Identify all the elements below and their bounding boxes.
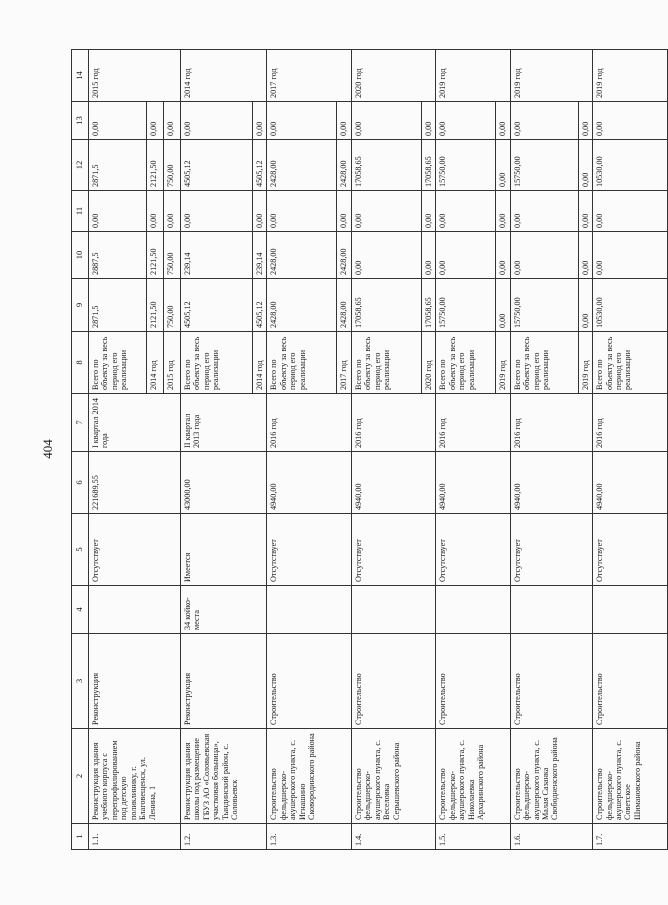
table-cell: 0,00 bbox=[267, 191, 337, 232]
table-cell: Строительство bbox=[593, 634, 668, 729]
investment-projects-table bbox=[71, 49, 668, 850]
table-cell: 0,00 bbox=[593, 102, 668, 140]
column-header: 6 bbox=[72, 452, 89, 514]
table-cell: Строительство bbox=[351, 634, 435, 729]
table-cell: 4940,00 bbox=[436, 452, 510, 514]
table-cell: 2428,00 bbox=[267, 279, 337, 332]
table-cell: 0,00 bbox=[337, 191, 351, 232]
table-cell: 2014 год bbox=[181, 50, 267, 102]
table-cell: 0,00 bbox=[593, 232, 668, 279]
table-cell: Строительство bbox=[510, 634, 592, 729]
table-cell: 0,00 bbox=[337, 102, 351, 140]
table-cell: 2019 год bbox=[496, 332, 510, 394]
table-cell: 0,00 bbox=[510, 191, 578, 232]
table-cell: 15750,00 bbox=[510, 140, 578, 191]
table-row bbox=[351, 50, 421, 850]
table-cell: Всего по объекту за весь период его реализации bbox=[181, 332, 253, 394]
column-header: 13 bbox=[72, 102, 89, 140]
table-header-row bbox=[72, 50, 89, 850]
table-cell: 0,00 bbox=[496, 140, 510, 191]
table-cell: 2016 год bbox=[510, 394, 592, 452]
table-cell: 15750,00 bbox=[436, 140, 496, 191]
table-cell: 10530,00 bbox=[593, 279, 668, 332]
table-cell: Отсутствует bbox=[436, 514, 510, 586]
column-header: 9 bbox=[72, 279, 89, 332]
table-cell: 0,00 bbox=[147, 191, 164, 232]
table-cell: 239,14 bbox=[253, 232, 267, 279]
table-row bbox=[510, 50, 578, 850]
table-cell: 0,00 bbox=[436, 232, 496, 279]
table-cell: Всего по объекту за весь период его реализации bbox=[89, 332, 147, 394]
table-cell bbox=[267, 586, 351, 634]
table-cell: 2121,50 bbox=[147, 232, 164, 279]
table-cell: 2887,5 bbox=[89, 232, 147, 279]
table-cell: Реконструкция bbox=[89, 634, 181, 729]
table-cell: 2020 год bbox=[351, 50, 435, 102]
table-cell: Строительство фельдшерско-акушерского пункта, с. Советское Шимановского района bbox=[593, 729, 668, 824]
table-cell: Строительство фельдшерско-акушерского пункта, с. Веселовка Серышевского района bbox=[351, 729, 435, 824]
table-cell: 4940,00 bbox=[351, 452, 435, 514]
table-cell bbox=[436, 586, 510, 634]
table-row bbox=[89, 50, 147, 850]
table-cell: 10530,00 bbox=[593, 140, 668, 191]
table-cell: 0,00 bbox=[578, 232, 592, 279]
table-cell: 0,00 bbox=[578, 102, 592, 140]
column-header: 3 bbox=[72, 634, 89, 729]
table-cell: 0,00 bbox=[496, 102, 510, 140]
table-cell: Имеется bbox=[181, 514, 267, 586]
table-cell: Отсутствует bbox=[593, 514, 668, 586]
table-cell: 4505,12 bbox=[253, 279, 267, 332]
table-cell: 2020 год bbox=[421, 332, 435, 394]
table-cell: 2016 год bbox=[436, 394, 510, 452]
table-cell: 1.4. bbox=[351, 824, 435, 850]
column-header: 7 bbox=[72, 394, 89, 452]
column-header: 1 bbox=[72, 824, 89, 850]
table-cell: I квартал 2014 года bbox=[89, 394, 181, 452]
table-cell: 0,00 bbox=[147, 102, 164, 140]
table-cell: 1.6. bbox=[510, 824, 592, 850]
column-header: 5 bbox=[72, 514, 89, 586]
table-cell: 2019 год bbox=[436, 50, 510, 102]
table-cell: Всего по объекту за весь период его реализации bbox=[593, 332, 668, 394]
table-cell: 0,00 bbox=[578, 191, 592, 232]
table-cell: 0,00 bbox=[436, 191, 496, 232]
column-header: 8 bbox=[72, 332, 89, 394]
table-cell: 2015 год bbox=[89, 50, 181, 102]
table-cell: 2871,5 bbox=[89, 279, 147, 332]
table-cell: 0,00 bbox=[496, 232, 510, 279]
table-cell: 0,00 bbox=[421, 191, 435, 232]
table-cell: 2017 год bbox=[267, 50, 351, 102]
table-cell bbox=[89, 586, 181, 634]
table-cell bbox=[510, 586, 592, 634]
table-cell: 4505,12 bbox=[181, 279, 253, 332]
table-row bbox=[267, 50, 337, 850]
table-cell: 17058,65 bbox=[421, 279, 435, 332]
table-cell: 2016 год bbox=[351, 394, 435, 452]
table-cell: 4940,00 bbox=[593, 452, 668, 514]
table-cell: 2016 год bbox=[593, 394, 668, 452]
table-cell: Всего по объекту за весь период его реализации bbox=[351, 332, 421, 394]
table-cell: 1.7. bbox=[593, 824, 668, 850]
table-cell: 2016 год bbox=[267, 394, 351, 452]
table-cell: 2428,00 bbox=[267, 140, 337, 191]
table-row bbox=[436, 50, 496, 850]
table-cell: 239,14 bbox=[181, 232, 253, 279]
table-cell: 17058,65 bbox=[351, 140, 421, 191]
table-cell: 0,00 bbox=[89, 102, 147, 140]
table-cell: Реконструкция здания учебного корпуса с перепрофилированием под детскую поликлинику, г. Благовещенск, ул. Ленина, 1 bbox=[89, 729, 181, 824]
table-cell: 17058,65 bbox=[351, 279, 421, 332]
table-cell: Всего по объекту за весь период его реализации bbox=[267, 332, 337, 394]
table-cell: 0,00 bbox=[578, 140, 592, 191]
table-cell: 4505,12 bbox=[181, 140, 253, 191]
table-cell: 0,00 bbox=[164, 191, 181, 232]
column-header: 10 bbox=[72, 232, 89, 279]
table-cell: 0,00 bbox=[496, 279, 510, 332]
table-cell: 43000,00 bbox=[181, 452, 267, 514]
column-header: 11 bbox=[72, 191, 89, 232]
column-header: 12 bbox=[72, 140, 89, 191]
column-header: 4 bbox=[72, 586, 89, 634]
table-cell: Строительство bbox=[267, 634, 351, 729]
table-cell: 0,00 bbox=[253, 191, 267, 232]
table-cell: Всего по объекту за весь период его реализации bbox=[510, 332, 578, 394]
table-cell: 2014 год bbox=[253, 332, 267, 394]
table-cell: 2014 год bbox=[147, 332, 164, 394]
table-cell: 2428,00 bbox=[337, 140, 351, 191]
table-cell: Реконструкция здания школы под размещение ГБУЗ АО «Соловьевская участковая больница», Тындинский район, с. Соловьевск bbox=[181, 729, 267, 824]
table-cell: 0,00 bbox=[436, 102, 496, 140]
table-cell: 0,00 bbox=[181, 102, 253, 140]
table-cell: 2019 год bbox=[578, 332, 592, 394]
table-cell: Строительство фельдшерско-акушерского пункта, с. Николаевка Архаринского района bbox=[436, 729, 510, 824]
table-cell: 2019 год bbox=[593, 50, 668, 102]
table-cell: 0,00 bbox=[181, 191, 253, 232]
table-cell: 750,00 bbox=[164, 279, 181, 332]
table-cell: 4940,00 bbox=[510, 452, 592, 514]
table-cell: 15750,00 bbox=[510, 279, 578, 332]
table-cell: Реконструкция bbox=[181, 634, 267, 729]
table-row bbox=[593, 50, 668, 850]
table-cell bbox=[351, 586, 435, 634]
table-cell: 0,00 bbox=[351, 191, 421, 232]
column-header: 2 bbox=[72, 729, 89, 824]
table-cell: 1.5. bbox=[436, 824, 510, 850]
table-cell: 1.3. bbox=[267, 824, 351, 850]
table-cell: 0,00 bbox=[351, 232, 421, 279]
table-cell: Отсутствует bbox=[89, 514, 181, 586]
table-cell: 0,00 bbox=[253, 102, 267, 140]
table-cell: 34 койко-места bbox=[181, 586, 267, 634]
table-cell: 17058,65 bbox=[421, 140, 435, 191]
table-cell: Строительство фельдшерско-акушерского пункта, с. Малая Сазанка Свободненского района bbox=[510, 729, 592, 824]
table-cell: 0,00 bbox=[351, 102, 421, 140]
table-cell: 2015 год bbox=[164, 332, 181, 394]
table-cell: 4505,12 bbox=[253, 140, 267, 191]
column-header: 14 bbox=[72, 50, 89, 102]
table-cell: 2428,00 bbox=[267, 232, 337, 279]
table-cell: Отсутствует bbox=[267, 514, 351, 586]
table-cell: Строительство фельдшерско-акушерского пункта, с. Игнашино Сковородинского района bbox=[267, 729, 351, 824]
table-cell: Строительство bbox=[436, 634, 510, 729]
table-cell: 2017 год bbox=[337, 332, 351, 394]
rotated-table-wrapper bbox=[71, 50, 642, 850]
table-cell: 2019 год bbox=[510, 50, 592, 102]
table-cell: 0,00 bbox=[496, 191, 510, 232]
table-row bbox=[181, 50, 253, 850]
table-cell: 2121,50 bbox=[147, 279, 164, 332]
table-cell: 0,00 bbox=[593, 191, 668, 232]
table-cell: 15750,00 bbox=[436, 279, 496, 332]
table-cell: 750,00 bbox=[164, 232, 181, 279]
table-cell: Отсутствует bbox=[510, 514, 592, 586]
table-cell: 2428,00 bbox=[337, 232, 351, 279]
table-cell bbox=[593, 586, 668, 634]
table-cell: 0,00 bbox=[89, 191, 147, 232]
table-cell: II квартал 2013 года bbox=[181, 394, 267, 452]
table-cell: 0,00 bbox=[164, 102, 181, 140]
table-cell: 0,00 bbox=[267, 102, 337, 140]
table-cell: 0,00 bbox=[578, 279, 592, 332]
table-cell: Отсутствует bbox=[351, 514, 435, 586]
table-cell: 1.2. bbox=[181, 824, 267, 850]
table-cell: Всего по объекту за весь период его реализации bbox=[436, 332, 496, 394]
table-cell: 750,00 bbox=[164, 140, 181, 191]
page-number: 404 bbox=[40, 439, 55, 459]
table-cell: 2428,00 bbox=[337, 279, 351, 332]
table-cell: 0,00 bbox=[421, 232, 435, 279]
table-cell: 1.1. bbox=[89, 824, 181, 850]
table-cell: 0,00 bbox=[510, 102, 578, 140]
table-cell: 0,00 bbox=[421, 102, 435, 140]
table-cell: 2121,50 bbox=[147, 140, 164, 191]
table-cell: 2871,5 bbox=[89, 140, 147, 191]
table-cell: 221689,55 bbox=[89, 452, 181, 514]
table-cell: 4940,00 bbox=[267, 452, 351, 514]
table-cell: 0,00 bbox=[510, 232, 578, 279]
